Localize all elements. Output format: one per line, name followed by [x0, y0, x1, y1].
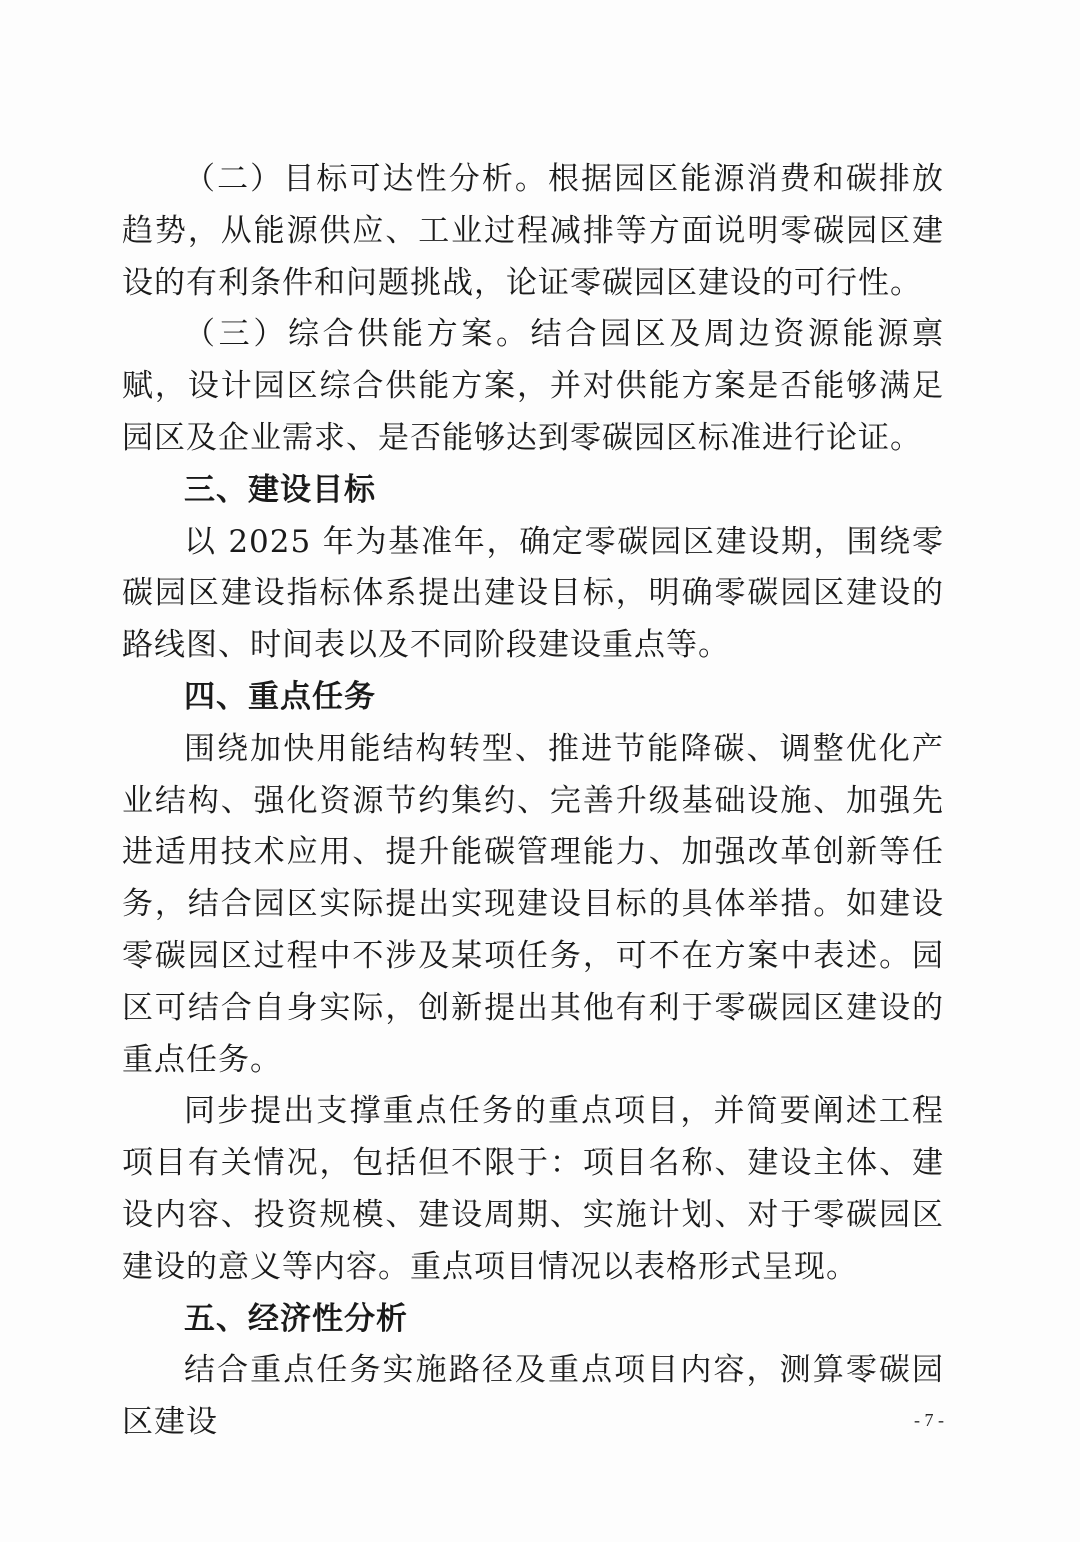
paragraph-key-tasks: 围绕加快用能结构转型、推进节能降碳、调整优化产业结构、强化资源节约集约、完善升级基础设施、加强先进适用技术应用、提升能碳管理能力、加强改革创新等任务，结合园区实际提出实现建设目标的具体举措。如建设零碳园区过程中不涉及某项任务，可不在方案中表述。园区可结合自身实际，创新提出其他有利于零碳园区建设的重点任务。	[122, 730, 944, 1078]
paragraph-construction-goals: 以 2025 年为基准年，确定零碳园区建设期，围绕零碳园区建设指标体系提出建设目标，明确零碳园区建设的路线图、时间表以及不同阶段建设重点等。	[122, 523, 944, 664]
section-heading-key-tasks: 四、重点任务	[184, 678, 376, 715]
paragraph-energy-supply-plan: （三）综合供能方案。结合园区及周边资源能源禀赋，设计园区综合供能方案，并对供能方案是否能够满足园区及企业需求、是否能够达到零碳园区标准进行论证。	[122, 316, 944, 456]
section-heading-construction-goals: 三、建设目标	[184, 471, 376, 508]
section-heading-economic-analysis: 五、经济性分析	[184, 1300, 408, 1337]
document-body	[122, 154, 944, 1449]
paragraph-feasibility-analysis: （二）目标可达性分析。根据园区能源消费和碳排放趋势，从能源供应、工业过程减排等方面说明零碳园区建设的有利条件和问题挑战，论证零碳园区建设的可行性。	[122, 161, 944, 301]
paragraph-economic-analysis: 结合重点任务实施路径及重点项目内容，测算零碳园区建设	[122, 1352, 944, 1441]
page-number: - 7 -	[914, 1410, 944, 1430]
paragraph-key-projects: 同步提出支撑重点任务的重点项目，并简要阐述工程项目有关情况，包括但不限于：项目名称、建设主体、建设内容、投资规模、建设周期、实施计划、对于零碳园区建设的意义等内容。重点项目情况以表格形式呈现。	[122, 1093, 944, 1285]
